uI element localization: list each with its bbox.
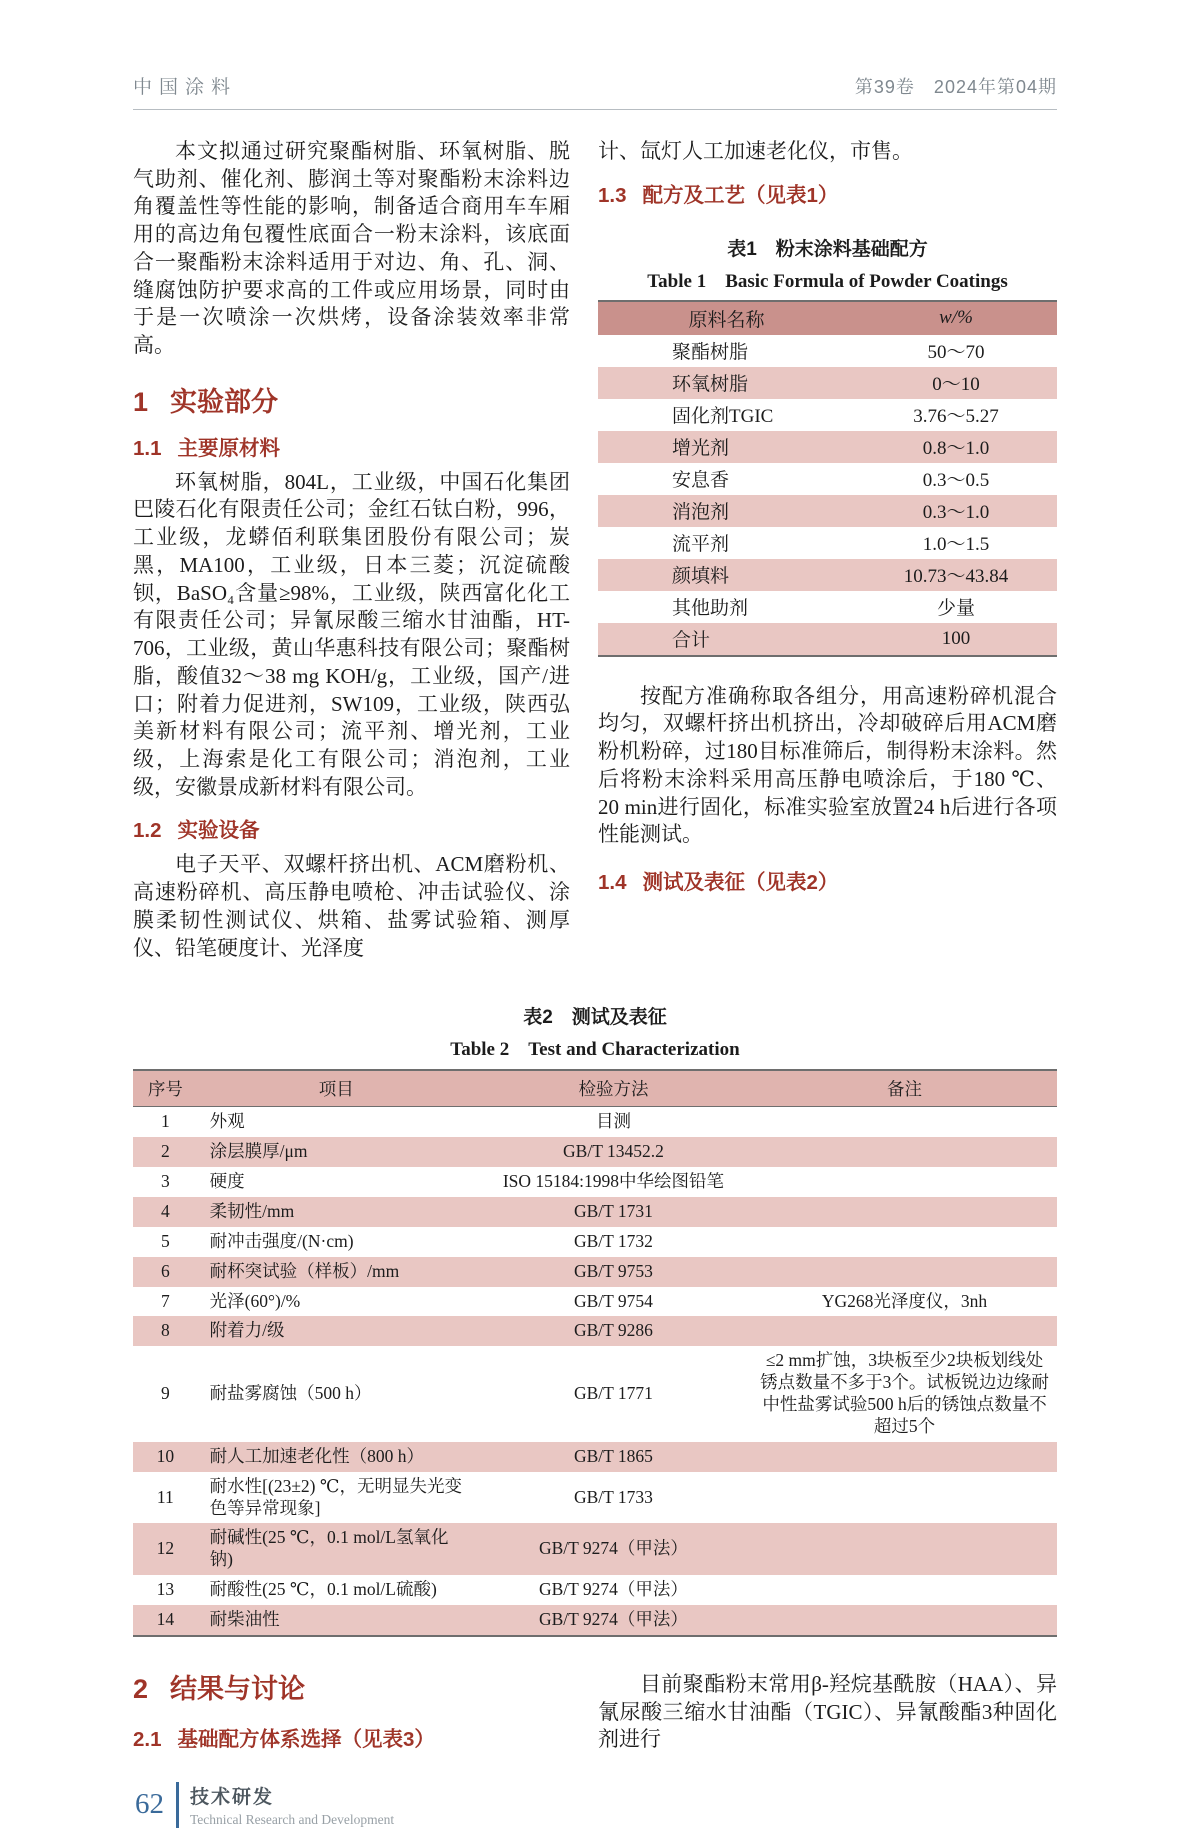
table-cell: 耐水性[(23±2) ℃，无明显失光变色等异常现象] <box>209 1475 462 1518</box>
table-cell: 3.76～5.27 <box>913 406 999 428</box>
table-row <box>598 463 1057 495</box>
table-cell: GB/T 9754 <box>573 1290 653 1311</box>
section-number: 1.1 <box>133 436 162 460</box>
table-row <box>598 335 1057 367</box>
section-title: 基础配方体系选择（见表3） <box>177 1727 435 1751</box>
table-cell: 0～10 <box>855 367 1057 399</box>
table-cell <box>752 1472 1057 1524</box>
table-cell: GB/T 9286 <box>475 1316 752 1346</box>
table1-header-weight: w/% <box>855 301 1057 335</box>
table-row <box>598 527 1057 559</box>
table-cell: 合计 <box>598 623 855 656</box>
table-cell: 外观 <box>209 1111 245 1132</box>
table-cell <box>752 1316 1057 1346</box>
table-row <box>133 1575 1057 1605</box>
section-heading-1-1 <box>133 431 570 461</box>
table-row <box>133 1442 1057 1472</box>
table-cell: 10 <box>133 1442 198 1472</box>
table-row <box>133 1107 1057 1137</box>
section-title: 实验部分 <box>170 386 279 417</box>
main-two-columns <box>133 138 1057 962</box>
table-cell: GB/T 13452.2 <box>475 1137 752 1167</box>
table-cell: GB/T 9274（甲法） <box>475 1523 752 1575</box>
footer-divider <box>176 1782 179 1828</box>
table-cell: GB/T 1733 <box>573 1486 653 1507</box>
section-title: 结果与讨论 <box>170 1673 306 1704</box>
bottom-two-columns <box>133 1661 1057 1760</box>
table-cell: 0.3～0.5 <box>922 470 990 492</box>
table-row <box>598 559 1057 591</box>
table-cell: 12 <box>133 1523 198 1575</box>
table2-header-row <box>133 1070 1057 1107</box>
table-row <box>598 591 1057 623</box>
section-title: 配方及工艺（见表1） <box>642 183 839 207</box>
table2-header-item: 项目 <box>198 1070 475 1107</box>
table-cell: 附着力/级 <box>198 1316 475 1346</box>
table-row <box>133 1316 1057 1346</box>
table2-header-note: 备注 <box>752 1070 1057 1107</box>
footer-section-en: Technical Research and Development <box>190 1811 395 1827</box>
right-column <box>598 138 1057 903</box>
table-cell <box>752 1605 1057 1636</box>
materials-paragraph: 环氧树脂，804L，工业级，中国石化集团巴陵石化有限责任公司；金红石钛白粉，996，工业级，龙蟒佰利联集团股份有限公司；炭黑，MA100，工业级，日本三菱；沉淀硫酸钡，BaSO₄含量≥98%，工业级，陕西富化化工有限责任公司；异氰尿酸三缩水甘油酯，HT-706，工业级，黄山华惠科技有限公司；聚酯树脂，酸值32～38 mg KOH/g，工业级，国产/进口；附着力促进剂，SW109，工业级，陕西弘美新材料有限公司；流平剂、增光剂，工业级，上海索是化工有限公司；消泡剂，工业级，安徽景成新材料有限公司。 <box>133 469 570 799</box>
table-cell: 耐人工加速老化性（800 h） <box>198 1442 475 1472</box>
bottom-left-column <box>133 1661 570 1760</box>
table-row <box>598 495 1057 527</box>
section-heading-2 <box>133 1667 570 1706</box>
table-row <box>598 367 1057 399</box>
table-cell: 耐柴油性 <box>198 1605 475 1636</box>
table-cell: 其他助剂 <box>672 598 749 620</box>
section-number: 1.3 <box>598 183 627 207</box>
process-paragraph: 按配方准确称取各组分，用高速粉碎机混合均匀，双螺杆挤出机挤出，冷却破碎后用ACM磨粉机粉碎，过180目标准筛后，制得粉末涂料。然后将粉末涂料采用高压静电喷涂后，于180 ℃、20 min进行固化，标准实验室放置24 h后进行各项性能测试。 <box>598 683 1057 847</box>
table-cell <box>752 1257 1057 1287</box>
section-number: 2 <box>133 1673 149 1704</box>
table-row <box>133 1472 1057 1524</box>
table-cell <box>752 1167 1057 1197</box>
table-row <box>598 431 1057 463</box>
table-cell: 颜填料 <box>598 559 855 591</box>
table-cell: 10.73～43.84 <box>855 559 1057 591</box>
table-cell: 耐碱性(25 ℃，0.1 mol/L氢氧化钠) <box>198 1523 475 1575</box>
table1-header-material: 原料名称 <box>598 301 855 335</box>
section-heading-1-2 <box>133 813 570 843</box>
table1-caption-en: Table 1 Basic Formula of Powder Coatings <box>647 270 1008 292</box>
table-cell: 8 <box>133 1316 198 1346</box>
table-row <box>133 1257 1057 1287</box>
table2-header-no: 序号 <box>133 1070 198 1107</box>
table-cell: GB/T 1865 <box>475 1442 752 1472</box>
table-cell: 增光剂 <box>598 431 855 463</box>
section-heading-1 <box>133 380 570 419</box>
issue-info: 第39卷 2024年第04期 <box>854 77 1057 97</box>
table-cell: 5 <box>160 1230 170 1251</box>
table-cell: 耐杯突试验（样板）/mm <box>198 1257 475 1287</box>
table-cell: 9 <box>160 1383 170 1404</box>
table-cell: 少量 <box>937 598 976 620</box>
table-cell <box>752 1107 1057 1137</box>
table-cell <box>752 1523 1057 1575</box>
table-cell: 光泽(60°)/% <box>209 1290 301 1311</box>
table-cell: 涂层膜厚/μm <box>198 1137 475 1167</box>
table-row <box>133 1605 1057 1636</box>
table-cell: 固化剂TGIC <box>672 406 774 428</box>
table-cell: 0.3～1.0 <box>855 495 1057 527</box>
table2-caption-zh: 表2 测试及表征 <box>523 1007 667 1029</box>
table1-caption-zh: 表1 粉末涂料基础配方 <box>727 238 928 260</box>
table2-section <box>133 1002 1057 1637</box>
table-cell: 3 <box>160 1171 170 1191</box>
table1-header-row <box>598 301 1057 335</box>
table-row <box>133 1523 1057 1575</box>
section-number: 2.1 <box>133 1727 162 1751</box>
table-row <box>133 1167 1057 1197</box>
intro-paragraph: 本文拟通过研究聚酯树脂、环氧树脂、脱气助剂、催化剂、膨润土等对聚酯粉末涂料边角覆盖性等性能的影响，制备适合商用车车厢用的高边角包覆性底面合一粉末涂料，该底面合一聚酯粉末涂料适用于对边、角、孔、洞、缝腐蚀防护要求高的工件或应用场景，同时由于是一次喷涂一次烘烤，设备涂装效率非常高。 <box>133 139 570 358</box>
table-cell: 100 <box>855 623 1057 656</box>
table-cell: 13 <box>156 1579 175 1600</box>
table-cell: GB/T 1732 <box>573 1230 653 1251</box>
table-cell: 50～70 <box>927 342 985 364</box>
table-cell: GB/T 9274（甲法） <box>475 1605 752 1636</box>
table-cell <box>752 1575 1057 1605</box>
section-title: 主要原材料 <box>177 436 280 460</box>
table-cell: 6 <box>133 1257 198 1287</box>
section-number: 1.2 <box>133 819 162 843</box>
bottom-right-column <box>598 1661 1057 1754</box>
table-row <box>133 1137 1057 1167</box>
table-cell: GB/T 9753 <box>475 1257 752 1287</box>
table-cell <box>752 1442 1057 1472</box>
table-cell: 消泡剂 <box>598 495 855 527</box>
table-cell: 环氧树脂 <box>598 367 855 399</box>
page-number: 62 <box>135 1788 164 1821</box>
section-heading-2-1 <box>133 1722 570 1752</box>
footer-section-zh: 技术研发 <box>190 1786 275 1808</box>
section-title: 测试及表征（见表2） <box>642 871 839 895</box>
table-cell <box>752 1137 1057 1167</box>
table-row <box>598 623 1057 656</box>
table-row <box>133 1287 1057 1317</box>
table-row <box>598 399 1057 431</box>
equipment-paragraph: 电子天平、双螺杆挤出机、ACM磨粉机、高速粉碎机、高压静电喷枪、冲击试验仪、涂膜柔韧性测试仪、烘箱、盐雾试验箱、测厚仪、铅笔硬度计、光泽度 <box>133 852 570 960</box>
table-cell: 耐盐雾腐蚀（500 h） <box>209 1383 372 1404</box>
table-cell: 11 <box>156 1486 174 1507</box>
equipment-continuation: 计、氙灯人工加速老化仪，市售。 <box>598 139 913 163</box>
left-column <box>133 138 570 962</box>
table-row <box>133 1197 1057 1227</box>
section-heading-1-3 <box>598 178 1057 208</box>
table-cell: GB/T 1731 <box>475 1197 752 1227</box>
table-cell: 目测 <box>595 1111 631 1132</box>
table-cell: 1.0～1.5 <box>922 534 990 556</box>
table-cell: 1 <box>160 1111 170 1132</box>
table-cell: ≤2 mm扩蚀，3块板至少2块板划线处锈点数量不多于3个。试板锐边边缘耐中性盐雾试验500 h后的锈蚀点数量不超过5个 <box>760 1350 1049 1436</box>
page-header <box>133 72 1057 110</box>
table2-caption-en: Table 2 Test and Characterization <box>450 1039 740 1061</box>
section-title: 实验设备 <box>177 819 260 843</box>
table-cell: ISO 15184:1998中华绘图铅笔 <box>502 1171 725 1191</box>
table-cell: 7 <box>160 1290 170 1311</box>
table-cell: 柔韧性/mm <box>198 1197 475 1227</box>
footer-section <box>190 1782 394 1828</box>
table-cell: 流平剂 <box>672 534 730 556</box>
table-cell: YG268光泽度仪，3nh <box>821 1290 988 1311</box>
table-cell: 14 <box>133 1605 198 1636</box>
discussion-paragraph: 目前聚酯粉末常用β-羟烷基酰胺（HAA）、异氰尿酸三缩水甘油酯（TGIC）、异氰酸酯3种固化剂进行 <box>598 1671 1057 1752</box>
table-cell: 硬度 <box>209 1171 245 1191</box>
table-cell: 4 <box>133 1197 198 1227</box>
table-cell: GB/T 9274（甲法） <box>538 1579 688 1600</box>
table-cell: 0.8～1.0 <box>855 431 1057 463</box>
table-cell <box>752 1227 1057 1257</box>
table-row <box>133 1227 1057 1257</box>
table2-test-characterization <box>133 1069 1057 1637</box>
table1-basic-formula <box>598 300 1057 657</box>
table-cell: 耐冲击强度/(N·cm) <box>209 1230 354 1251</box>
table-cell: 安息香 <box>672 470 730 492</box>
table-cell: 耐酸性(25 ℃，0.1 mol/L硫酸) <box>209 1579 437 1600</box>
table2-header-method: 检验方法 <box>475 1070 752 1107</box>
section-heading-1-4 <box>598 865 1057 895</box>
table-cell: GB/T 1771 <box>573 1383 653 1404</box>
page-footer <box>135 1782 1057 1828</box>
table-cell: 聚酯树脂 <box>672 342 749 364</box>
journal-title: 中国涂料 <box>133 77 238 98</box>
table-cell: 2 <box>133 1137 198 1167</box>
section-number: 1.4 <box>598 871 627 895</box>
table-row <box>133 1346 1057 1442</box>
table-cell <box>752 1197 1057 1227</box>
section-number: 1 <box>133 386 149 417</box>
